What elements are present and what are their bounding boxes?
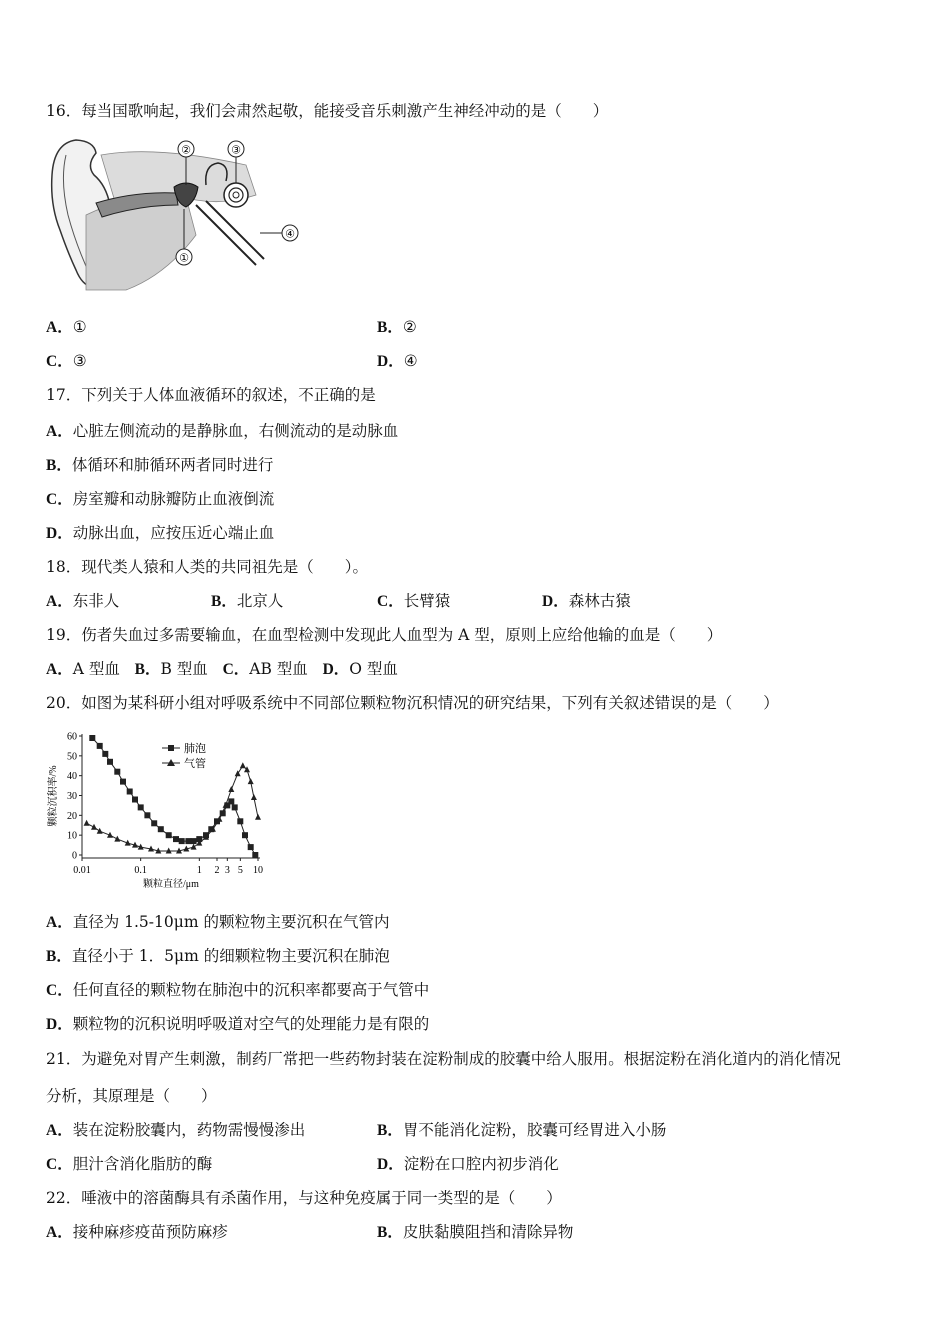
- alveoli-point: [173, 836, 179, 842]
- q22-stem: 22．唾液中的溶菌酶具有杀菌作用，与这种免疫属于同一类型的是（ ）: [46, 1189, 562, 1207]
- x-tick-label: 0.01: [73, 865, 91, 876]
- y-tick-label: 30: [67, 791, 77, 802]
- alveoli-point: [248, 844, 254, 850]
- alveoli-point: [228, 798, 234, 804]
- alveoli-point: [132, 797, 138, 803]
- alveoli-point: [185, 838, 191, 844]
- trachea-point: [191, 844, 197, 850]
- y-tick-label: 40: [67, 771, 77, 783]
- q17-stem: 17．下列关于人体血液循环的叙述，不正确的是: [46, 386, 376, 404]
- alveoli-point: [237, 818, 243, 824]
- q21-stem-line2: 分析，其原理是（ ）: [46, 1087, 217, 1105]
- svg-text:③: ③: [231, 144, 241, 157]
- alveoli-point: [166, 832, 172, 838]
- q20-option-c[interactable]: C．任何直径的颗粒物在肺泡中的沉积率都要高于气管中: [46, 981, 430, 999]
- q17-option-c[interactable]: C．房室瓣和动脉瓣防止血液倒流: [46, 490, 275, 508]
- alveoli-point: [138, 804, 144, 810]
- q17-option-b[interactable]: B．体循环和肺循环两者同时进行: [46, 456, 274, 474]
- q18-stem: 18．现代类人猿和人类的共同祖先是（ ）。: [46, 558, 368, 576]
- x-tick-label: 2: [214, 865, 220, 876]
- q17-option-a[interactable]: A．心脏左侧流动的是静脉血，右侧流动的是动脉血: [46, 422, 399, 440]
- alveoli-point: [102, 751, 108, 757]
- y-tick-label: 60: [67, 731, 77, 743]
- q22-option-a[interactable]: A．接种麻疹疫苗预防麻疹: [46, 1223, 228, 1241]
- alveoli-point: [232, 804, 238, 810]
- q21-option-c[interactable]: C．胆汁含消化脂肪的酶: [46, 1155, 213, 1173]
- q16-option-a[interactable]: A．①: [46, 318, 87, 336]
- q19-option-c[interactable]: C．AB 型血: [222, 660, 308, 678]
- trachea-point: [248, 778, 254, 784]
- trachea-point: [91, 824, 97, 830]
- chart-legend: [162, 741, 206, 770]
- svg-text:肺泡: 肺泡: [184, 743, 206, 755]
- alveoli-point: [242, 832, 248, 838]
- x-tick-label: 1: [196, 865, 202, 876]
- q21-stem-line1: 21．为避免对胃产生刺激，制药厂常把一些药物封装在淀粉制成的胶囊中给人服用。根据淀粉在消化道内的消化情况: [46, 1050, 841, 1068]
- q19-options: [46, 659, 398, 680]
- q16-option-d[interactable]: D．④: [377, 352, 418, 370]
- q20-stem: 20．如图为某科研小组对呼吸系统中不同部位颗粒物沉积情况的研究结果，下列有关叙述错误的是（ ）: [46, 694, 779, 712]
- trachea-point: [251, 794, 257, 800]
- q19-stem: 19．伤者失血过多需要输血，在血型检测中发现此人血型为 A 型，原则上应给他输的血是（ ）: [46, 626, 723, 644]
- trachea-point: [240, 762, 246, 768]
- y-tick-label: 50: [67, 751, 77, 763]
- q20-option-b[interactable]: B．直径小于 1．5μm 的细颗粒物主要沉积在肺泡: [46, 947, 390, 965]
- svg-text:④: ④: [285, 228, 295, 241]
- alveoli-point: [252, 852, 258, 858]
- q16-option-c[interactable]: C．③: [46, 352, 87, 370]
- figure-label-4: [260, 225, 298, 241]
- q18-option-a[interactable]: A．东非人: [46, 592, 120, 610]
- legend-item-alveoli: [162, 741, 206, 755]
- q21-option-d[interactable]: D．淀粉在口腔内初步消化: [377, 1155, 559, 1173]
- x-tick-label: 0.1: [134, 865, 147, 876]
- alveoli-point: [97, 743, 103, 749]
- trachea-point: [255, 814, 261, 820]
- deposition-chart: [46, 726, 276, 900]
- alveoli-point: [158, 826, 164, 832]
- alveoli-point: [179, 838, 185, 844]
- q17-option-d[interactable]: D．动脉出血，应按压近心端止血: [46, 524, 275, 542]
- q19-option-a[interactable]: A．A 型血: [46, 660, 120, 678]
- alveoli-point: [114, 769, 120, 775]
- q19-option-b[interactable]: B．B 型血: [134, 660, 208, 678]
- q19-option-d[interactable]: D．O 型血: [322, 660, 398, 678]
- trachea-point: [228, 786, 234, 792]
- alveoli-point: [120, 779, 126, 785]
- q20-option-a[interactable]: A．直径为 1.5-10μm 的颗粒物主要沉积在气管内: [46, 913, 390, 931]
- x-tick-label: 3: [224, 865, 230, 876]
- legend-item-trachea: [162, 756, 206, 770]
- q21-option-a[interactable]: A．装在淀粉胶囊内，药物需慢慢渗出: [46, 1121, 306, 1139]
- alveoli-point: [89, 735, 95, 741]
- alveoli-point: [144, 812, 150, 818]
- y-axis-label: 颗粒沉积率/%: [48, 765, 59, 827]
- y-tick-label: 0: [72, 850, 77, 862]
- q20-option-d[interactable]: D．颗粒物的沉积说明呼吸道对空气的处理能力是有限的: [46, 1015, 430, 1033]
- alveoli-point: [191, 838, 197, 844]
- q18-option-c[interactable]: C．长臂猿: [377, 592, 451, 610]
- q22-option-b[interactable]: B．皮肤黏膜阻挡和清除异物: [377, 1223, 574, 1241]
- svg-text:①: ①: [179, 252, 189, 265]
- q21-option-b[interactable]: B．胃不能消化淀粉，胶囊可经胃进入小肠: [377, 1121, 667, 1139]
- q18-option-d[interactable]: D．森林古猿: [542, 592, 631, 610]
- q18-option-b[interactable]: B．北京人: [211, 592, 284, 610]
- y-tick-label: 20: [67, 810, 77, 822]
- trachea-point: [97, 828, 103, 834]
- svg-text:②: ②: [181, 144, 191, 157]
- x-axis-label: 颗粒直径/μm: [143, 879, 199, 890]
- x-tick-label: 5: [237, 865, 243, 876]
- alveoli-point: [127, 789, 133, 795]
- x-tick-label: 10: [253, 865, 263, 876]
- alveoli-point: [151, 820, 157, 826]
- q16-option-b[interactable]: B．②: [377, 318, 417, 336]
- q16-stem: 16．每当国歌响起，我们会肃然起敬，能接受音乐刺激产生神经冲动的是（ ）: [46, 102, 609, 120]
- trachea-point: [84, 820, 90, 826]
- ear-diagram: [46, 135, 306, 301]
- svg-text:气管: 气管: [184, 758, 206, 770]
- y-tick-label: 10: [67, 830, 77, 842]
- alveoli-point: [107, 759, 113, 765]
- trachea-point: [114, 836, 120, 842]
